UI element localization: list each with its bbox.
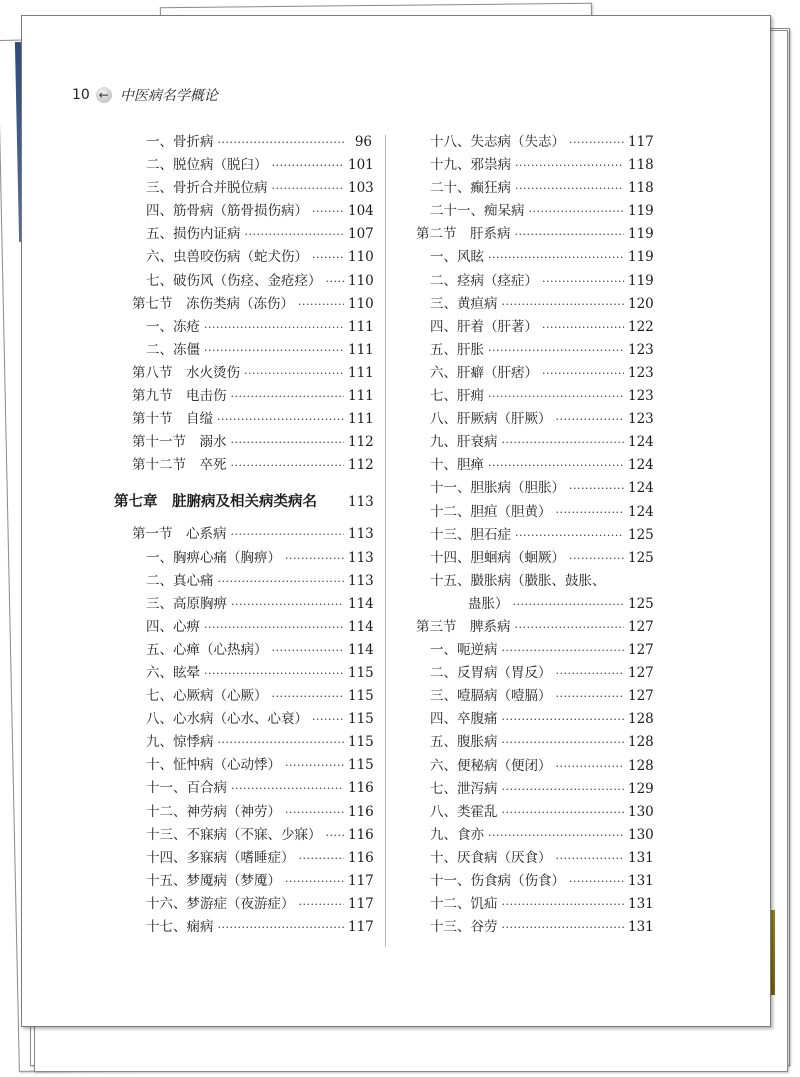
toc-entry-title: 第九节 电击伤 xyxy=(132,388,227,405)
toc-entry-title: 八、类霍乱 xyxy=(430,803,498,820)
toc-entry-title: 一、风眩 xyxy=(430,249,484,266)
toc-entry-title: 八、肝厥病（肝厥） xyxy=(430,411,552,428)
toc-entry-page: 96 xyxy=(354,134,372,150)
dot-leader xyxy=(488,459,624,472)
toc-entry[interactable] xyxy=(114,269,372,292)
toc-entry-title: 五、腹胀病 xyxy=(430,734,498,751)
dot-leader xyxy=(204,621,344,634)
dot-leader xyxy=(312,713,344,726)
toc-entry[interactable] xyxy=(114,338,372,361)
toc-entry-title: 十、怔忡病（心动悸） xyxy=(146,757,281,774)
dot-leader xyxy=(502,898,625,911)
toc-entry-page: 118 xyxy=(628,180,654,197)
toc-entry-title: 二、反胃病（胃反） xyxy=(430,665,552,682)
toc-entry-title: 十四、胆蛔病（蛔厥） xyxy=(430,549,565,566)
column-divider xyxy=(385,135,386,947)
toc-section-entry[interactable] xyxy=(114,361,372,384)
toc-entry-title: 七、心厥病（心厥） xyxy=(146,688,268,705)
toc-entry[interactable] xyxy=(398,199,652,222)
toc-entry-title: 第八节 水火烫伤 xyxy=(132,364,240,381)
toc-entry-title: 三、噎膈病（噎膈） xyxy=(430,688,552,705)
toc-entry-page: 113 xyxy=(348,526,374,543)
toc-entry[interactable] xyxy=(114,776,372,799)
toc-entry-page: 114 xyxy=(348,618,374,635)
book-title: 中医病名学概论 xyxy=(119,88,218,104)
toc-entry[interactable] xyxy=(114,315,372,338)
toc-entry-page: 128 xyxy=(628,711,654,728)
toc-entry[interactable] xyxy=(114,684,372,707)
toc-entry-title: 二十、癫狂病 xyxy=(430,180,511,197)
toc-entry-title: 十六、梦游症（夜游症） xyxy=(146,895,295,912)
toc-section-entry[interactable] xyxy=(114,292,372,315)
toc-entry-page: 116 xyxy=(348,803,374,820)
dot-leader xyxy=(502,713,625,726)
toc-entry[interactable] xyxy=(398,546,652,569)
toc-entry-page: 116 xyxy=(348,780,374,797)
toc-entry-page: 123 xyxy=(628,364,654,381)
toc-entry-page: 123 xyxy=(628,341,654,358)
toc-entry-title: 十一、胆胀病（胆胀） xyxy=(430,480,565,497)
dot-leader xyxy=(326,829,345,842)
toc-entry-title: 九、食亦 xyxy=(430,826,484,843)
toc-entry-title: 第十节 自缢 xyxy=(132,411,213,428)
toc-entry-page: 129 xyxy=(628,780,654,797)
toc-section-entry[interactable] xyxy=(114,430,372,453)
toc-entry-title: 八、心水病（心水、心衰） xyxy=(146,711,308,728)
toc-entry[interactable] xyxy=(114,730,372,753)
dot-leader xyxy=(542,367,624,380)
toc-entry-page: 127 xyxy=(628,642,654,659)
toc-entry-title: 六、便秘病（便闭） xyxy=(430,757,552,774)
toc-entry-page: 117 xyxy=(348,895,374,912)
toc-section-entry[interactable] xyxy=(114,522,372,545)
dot-leader xyxy=(515,159,624,172)
toc-entry-page: 110 xyxy=(348,272,374,289)
toc-entry[interactable] xyxy=(114,245,372,268)
toc-entry-title: 四、心痹 xyxy=(146,618,200,635)
dot-leader xyxy=(285,875,344,888)
toc-entry-page: 101 xyxy=(348,157,374,174)
toc-entry[interactable] xyxy=(114,800,372,823)
toc-entry-title: 九、惊悸病 xyxy=(146,734,214,751)
dot-leader xyxy=(502,736,625,749)
dot-leader xyxy=(556,760,625,773)
toc-entry-title: 五、心瘅（心热病） xyxy=(146,641,268,658)
page-number: 10 xyxy=(72,87,90,103)
toc-entry[interactable] xyxy=(398,684,652,707)
dot-leader xyxy=(513,598,625,611)
toc-entry[interactable] xyxy=(398,800,652,823)
toc-entry[interactable] xyxy=(398,638,652,661)
dot-leader xyxy=(231,598,344,611)
toc-entry[interactable] xyxy=(114,546,372,569)
toc-entry[interactable] xyxy=(398,869,652,892)
toc-entry[interactable] xyxy=(114,638,372,661)
dot-leader xyxy=(204,667,344,680)
toc-entry[interactable] xyxy=(398,384,652,407)
toc-entry-page: 128 xyxy=(628,757,654,774)
toc-entry[interactable] xyxy=(398,754,652,777)
toc-entry-page: 123 xyxy=(628,388,654,405)
dot-leader xyxy=(556,667,625,680)
toc-entry-title: 一、呃逆病 xyxy=(430,642,498,659)
toc-entry-title: 五、损伤内证病 xyxy=(146,226,241,243)
toc-entry-title: 十四、多寐病（嗜睡症） xyxy=(146,849,295,866)
toc-entry-page: 114 xyxy=(348,641,374,658)
toc-entry-page: 107 xyxy=(348,226,374,243)
dot-leader xyxy=(556,690,625,703)
toc-entry-page: 111 xyxy=(348,364,374,381)
toc-entry-title: 十五、臌胀病（臌胀、鼓胀、 xyxy=(430,572,606,589)
toc-entry-page: 111 xyxy=(348,341,374,358)
toc-entry[interactable] xyxy=(114,199,372,222)
toc-entry-title: 四、筋骨病（筋骨损伤病） xyxy=(146,203,308,220)
dot-leader xyxy=(231,459,345,472)
dot-leader xyxy=(231,436,345,449)
dot-leader xyxy=(231,390,345,403)
dot-leader xyxy=(218,136,345,149)
toc-entry-page: 125 xyxy=(628,595,654,612)
dot-leader xyxy=(272,159,345,172)
toc-entry-page: 124 xyxy=(628,457,654,474)
dot-leader xyxy=(488,829,624,842)
toc-entry[interactable] xyxy=(398,523,652,546)
toc-entry-page: 111 xyxy=(348,388,374,405)
toc-entry-page: 122 xyxy=(628,318,654,335)
toc-entry-page: 124 xyxy=(628,503,654,520)
toc-entry-page: 111 xyxy=(348,318,374,335)
toc-entry-page: 124 xyxy=(628,434,654,451)
toc-entry-title: 十二、神劳病（神劳） xyxy=(146,803,281,820)
dot-leader xyxy=(244,367,344,380)
dot-leader xyxy=(569,482,624,495)
toc-entry[interactable] xyxy=(398,915,652,938)
toc-entry-title: 十一、百合病 xyxy=(146,780,227,797)
toc-entry[interactable] xyxy=(114,892,372,915)
toc-entry-title: 三、黄疸病 xyxy=(430,295,498,312)
toc-entry[interactable] xyxy=(114,915,372,938)
toc-entry[interactable] xyxy=(398,892,652,915)
toc-entry-page: 120 xyxy=(628,295,654,312)
toc-entry-page: 104 xyxy=(348,203,374,220)
toc-entry-title: 二、真心痛 xyxy=(146,572,214,589)
toc-entry-title: 五、肝胀 xyxy=(430,341,484,358)
dot-leader xyxy=(285,806,344,819)
toc-entry-page: 113 xyxy=(348,549,374,566)
toc-entry-title: 十七、痫病 xyxy=(146,919,214,935)
toc-entry-page: 118 xyxy=(628,157,654,174)
toc-entry-title: 十九、邪祟病 xyxy=(430,157,511,174)
dot-leader xyxy=(556,852,625,865)
dot-leader xyxy=(299,852,345,865)
toc-entry-title: 十三、谷劳 xyxy=(430,919,498,936)
toc-entry-page: 123 xyxy=(628,411,654,428)
toc-entry[interactable] xyxy=(398,361,652,384)
dot-leader xyxy=(285,552,344,565)
toc-entry-page: 113 xyxy=(348,572,374,589)
toc-left-column xyxy=(114,130,372,938)
toc-entry-page: 125 xyxy=(628,526,654,543)
toc-entry-title: 第七章 脏腑病及相关病类病名 xyxy=(114,494,317,511)
dot-leader xyxy=(569,875,624,888)
dot-leader xyxy=(569,136,624,149)
toc-section-entry[interactable] xyxy=(114,407,372,430)
dot-leader xyxy=(529,205,625,218)
toc-entry-page: 115 xyxy=(348,688,374,705)
toc-entry-page: 131 xyxy=(628,849,654,866)
toc-entry-page: 116 xyxy=(348,826,374,843)
toc-entry-page: 113 xyxy=(348,494,374,511)
toc-entry[interactable] xyxy=(114,823,372,846)
dot-leader xyxy=(502,644,625,657)
toc-entry-title: 十二、饥疝 xyxy=(430,896,498,913)
toc-section-entry[interactable] xyxy=(398,615,652,638)
toc-entry-page: 110 xyxy=(348,249,374,266)
toc-entry-title: 二、痉病（痉症） xyxy=(430,272,538,289)
toc-entry[interactable] xyxy=(114,153,372,176)
toc-entry-page: 130 xyxy=(628,826,654,843)
dot-leader xyxy=(502,921,625,934)
toc-entry-title: 十八、失志病（失志） xyxy=(430,134,565,150)
dot-leader xyxy=(515,182,624,195)
toc-section-entry[interactable] xyxy=(398,222,652,245)
dot-leader xyxy=(218,736,345,749)
toc-entry[interactable] xyxy=(398,176,652,199)
toc-entry-title: 蛊胀） xyxy=(468,595,509,612)
toc-entry-title: 一、冻疮 xyxy=(146,318,200,335)
toc-entry[interactable] xyxy=(398,315,652,338)
dot-leader xyxy=(502,783,625,796)
toc-entry-title: 六、虫兽咬伤病（蛇犬伤） xyxy=(146,249,308,266)
dot-leader xyxy=(488,251,624,264)
toc-entry-page: 119 xyxy=(628,226,654,243)
toc-entry-page: 124 xyxy=(628,480,654,497)
toc-entry-title: 一、胸痹心痛（胸痹） xyxy=(146,549,281,566)
toc-entry-title: 三、骨折合并脱位病 xyxy=(146,180,268,197)
toc-entry[interactable] xyxy=(398,407,652,430)
toc-entry-page: 125 xyxy=(628,549,654,566)
dot-leader xyxy=(204,344,344,357)
dot-leader xyxy=(245,228,345,241)
toc-entry-page: 131 xyxy=(628,873,654,889)
toc-entry-page: 110 xyxy=(348,295,374,312)
dot-leader xyxy=(272,690,345,703)
toc-entry[interactable] xyxy=(398,245,652,268)
toc-entry-page: 119 xyxy=(628,249,654,266)
toc-entry-page: 115 xyxy=(348,757,374,774)
toc-entry[interactable] xyxy=(398,707,652,730)
toc-entry-title: 十五、梦魇病（梦魇） xyxy=(146,872,281,889)
toc-entry-page: 115 xyxy=(348,711,374,728)
toc-entry-title: 十三、胆石症 xyxy=(430,526,511,543)
dot-leader xyxy=(217,413,344,426)
dot-leader xyxy=(285,759,344,772)
toc-entry[interactable] xyxy=(114,615,372,638)
toc-entry-title: 十、厌食病（厌食） xyxy=(430,849,552,866)
toc-entry[interactable] xyxy=(398,846,652,869)
dot-leader xyxy=(502,806,625,819)
toc-entry-title: 七、肝痈 xyxy=(430,388,484,405)
dot-leader xyxy=(556,413,625,426)
toc-section-entry[interactable] xyxy=(114,384,372,407)
toc-entry-title: 七、泄泻病 xyxy=(430,780,498,797)
arrow-left-circle-icon: ← xyxy=(96,87,112,103)
toc-entry[interactable] xyxy=(114,661,372,684)
toc-entry[interactable] xyxy=(398,592,652,615)
toc-entry-page: 117 xyxy=(348,872,374,889)
toc-entry-page: 131 xyxy=(628,896,654,913)
toc-entry[interactable] xyxy=(398,130,652,153)
dot-leader xyxy=(515,529,624,542)
dot-leader xyxy=(272,182,345,195)
dot-leader xyxy=(515,621,625,634)
toc-entry-page: 117 xyxy=(628,134,654,150)
dot-leader xyxy=(218,921,345,934)
dot-leader xyxy=(542,321,624,334)
toc-entry-page: 119 xyxy=(628,203,654,220)
toc-entry-page: 127 xyxy=(628,688,654,705)
toc-entry[interactable] xyxy=(114,846,372,869)
dot-leader xyxy=(204,321,344,334)
dot-leader xyxy=(231,528,345,541)
toc-entry[interactable] xyxy=(114,222,372,245)
toc-entry-title: 十一、伤食病（伤食） xyxy=(430,873,565,889)
toc-section-entry[interactable] xyxy=(114,453,372,476)
toc-entry-page: 112 xyxy=(348,434,374,451)
toc-entry-page: 115 xyxy=(348,664,374,681)
dot-leader xyxy=(298,298,344,311)
toc-entry-page: 127 xyxy=(628,618,654,635)
dot-leader xyxy=(488,344,624,357)
toc-entry-page: 119 xyxy=(628,272,654,289)
toc-entry-page: 115 xyxy=(348,734,374,751)
toc-chapter-entry[interactable] xyxy=(114,490,372,518)
dot-leader xyxy=(231,782,344,795)
toc-entry[interactable] xyxy=(398,823,652,846)
toc-entry-title: 一、骨折病 xyxy=(146,134,214,150)
dot-leader xyxy=(515,228,625,241)
toc-entry-title: 第十一节 溺水 xyxy=(132,434,227,451)
toc-entry-title: 三、高原胸痹 xyxy=(146,595,227,612)
dot-leader xyxy=(488,390,624,403)
toc-entry-title: 二、冻僵 xyxy=(146,341,200,358)
toc-entry-title: 第三节 脾系病 xyxy=(416,618,511,635)
toc-entry[interactable] xyxy=(398,453,652,476)
dot-leader xyxy=(299,898,345,911)
toc-entry-title: 二、脱位病（脱臼） xyxy=(146,157,268,174)
toc-entry-title: 六、眩晕 xyxy=(146,664,200,681)
toc-entry-page: 111 xyxy=(348,411,374,428)
toc-entry-title: 第一节 心系病 xyxy=(132,526,227,543)
toc-entry-title: 四、卒腹痛 xyxy=(430,711,498,728)
dot-leader xyxy=(218,575,345,588)
toc-entry[interactable] xyxy=(398,269,652,292)
toc-entry-page: 127 xyxy=(628,665,654,682)
toc-entry-page: 117 xyxy=(348,919,374,935)
toc-entry[interactable] xyxy=(114,753,372,776)
toc-entry-title: 六、肝癖（肝痞） xyxy=(430,364,538,381)
dot-leader xyxy=(569,552,624,565)
dot-leader xyxy=(556,506,625,519)
toc-entry[interactable] xyxy=(398,292,652,315)
toc-entry[interactable] xyxy=(114,569,372,592)
toc-entry-title: 第七节 冻伤类病（冻伤） xyxy=(132,295,294,312)
toc-entry-title: 七、破伤风（伤痉、金疮痉） xyxy=(146,272,322,289)
dot-leader xyxy=(312,205,344,218)
toc-entry[interactable] xyxy=(398,500,652,523)
toc-entry-page: 131 xyxy=(628,919,654,936)
dot-leader xyxy=(312,251,344,264)
toc-right-column xyxy=(398,130,652,938)
toc-entry-page: 128 xyxy=(628,734,654,751)
page-header xyxy=(72,85,218,105)
toc-entry-title: 十二、胆疸（胆黄） xyxy=(430,503,552,520)
toc-entry[interactable] xyxy=(114,176,372,199)
toc-entry-page: 130 xyxy=(628,803,654,820)
toc-entry[interactable] xyxy=(114,130,372,153)
toc-entry[interactable] xyxy=(398,661,652,684)
toc-entry[interactable] xyxy=(114,869,372,892)
toc-entry-title: 第十二节 卒死 xyxy=(132,457,227,474)
toc-entry[interactable] xyxy=(114,707,372,730)
toc-entry[interactable] xyxy=(398,153,652,176)
toc-entry-title: 第二节 肝系病 xyxy=(416,226,511,243)
toc-entry-title: 十、胆瘅 xyxy=(430,457,484,474)
toc-entry-title: 十三、不寐病（不寐、少寐） xyxy=(146,826,322,843)
toc-entry[interactable] xyxy=(398,730,652,753)
toc-entry[interactable] xyxy=(398,476,652,499)
toc-entry-page: 116 xyxy=(348,849,374,866)
dot-leader xyxy=(326,275,345,288)
toc-entry-title: 四、肝着（肝著） xyxy=(430,318,538,335)
toc-entry-page: 112 xyxy=(348,457,374,474)
toc-entry[interactable] xyxy=(398,430,652,453)
toc-entry[interactable] xyxy=(398,338,652,361)
toc-entry[interactable] xyxy=(114,592,372,615)
toc-entry[interactable] xyxy=(398,569,652,592)
dot-leader xyxy=(502,298,625,311)
dot-leader xyxy=(502,436,625,449)
toc-entry-page: 103 xyxy=(348,180,374,197)
toc-entry-title: 二十一、痴呆病 xyxy=(430,203,525,220)
toc-entry-page: 114 xyxy=(348,595,374,612)
toc-entry[interactable] xyxy=(398,777,652,800)
toc-entry-title: 九、肝衰病 xyxy=(430,434,498,451)
dot-leader xyxy=(542,275,624,288)
dot-leader xyxy=(272,644,345,657)
